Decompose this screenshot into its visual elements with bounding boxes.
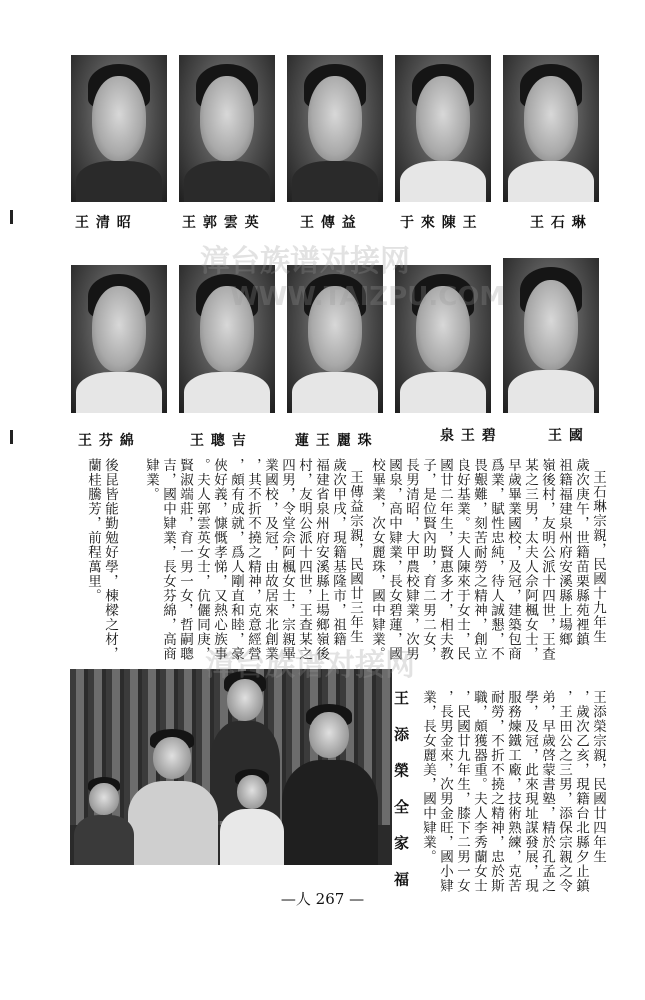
portrait-wang-fenmian <box>71 265 167 413</box>
bio-line: 歲次庚午，世籍苗栗縣苑裡鎮 <box>573 458 589 647</box>
scan-margin-mark <box>10 210 13 224</box>
bio-line: 國泉，高中肄業，長女碧蓮，國 <box>386 458 402 661</box>
bio-line: 爲業，賦性忠純，待人誠懇，不 <box>488 458 504 661</box>
bio-line: 弟，早歲啓蒙書塾，精於孔孟之 <box>539 690 555 893</box>
page-number: —人 267 — <box>280 890 365 908</box>
bio-line: 王傳益宗親，民國廿三年生 <box>347 470 363 644</box>
bio-line: ，長男金來，次男金旺，國小肄 <box>437 690 453 893</box>
bio-line: ，頗有成就，爲人剛直和睦，豪 <box>228 458 244 661</box>
watermark-site-url: WWW.TAIZPU.COM <box>230 282 506 312</box>
portrait-wang-qingzhao <box>71 55 167 202</box>
portrait-wang-bilian <box>395 265 491 413</box>
bio-line: 王石琳宗親，民國十九年生 <box>590 470 606 644</box>
bio-line: 村，友明公派十四世，王查某之 <box>296 458 312 661</box>
caption-wang-chen-laiyu: 于 來 陳 王 <box>400 215 478 231</box>
bio-line: ，民國廿九年生，膝下二男一女 <box>454 690 470 893</box>
bio-line: 蘭桂騰芳，前程萬里。 <box>85 458 101 603</box>
bio-line: 賢淑端莊，育一男一女，哲嗣聰 <box>177 458 193 661</box>
bio-line: 嶺後村，友明公派十四世，王査 <box>539 458 555 661</box>
bio-line: 校畢業，次女麗珠，國中肄業。 <box>369 458 385 661</box>
watermark-site-name: 漳台族谱对接网 <box>200 244 410 279</box>
caption-wang-guo-yunying: 王 郭 雲 英 <box>182 215 260 231</box>
bio-line: 耐勞，不折不撓之精神，忠於斯 <box>488 690 504 893</box>
portrait-wang-guo-yunying <box>179 55 275 202</box>
portrait-wang-congji <box>179 265 275 413</box>
bio-line: 吉，國中肄業，長女芬綿，高商 <box>160 458 176 661</box>
watermark-site-name: 漳台族谱对接网 <box>205 648 415 683</box>
bio-line: 俠好義，慷慨孝悌，又熱心族事 <box>211 458 227 661</box>
portrait-wang-lizhu <box>287 265 383 413</box>
bio-line: 福建省泉州府安溪縣上場鄉嶺後 <box>313 458 329 661</box>
caption-wang-guoquan: 王 國 <box>548 428 584 444</box>
bio-line: 畏艱難，刻苦耐勞之精神，創立 <box>471 458 487 661</box>
caption-wang-shilin: 王 石 琳 <box>530 215 587 231</box>
bio-line: 後昆皆能勤勉好學，棟樑之材， <box>102 458 118 661</box>
bio-line: 肄業。 <box>143 458 159 502</box>
portrait-wang-chuanyi <box>287 55 383 202</box>
bio-line: ，王田公之三男，添保宗親之令 <box>556 690 572 893</box>
portrait-wang-chen-laiyu <box>395 55 491 202</box>
caption-wang-lizhu: 蓮 王 麗 珠 <box>295 433 373 449</box>
bio-line: 子，是位賢內助，育二男二女， <box>420 458 436 661</box>
bio-line: 歲次甲戌，現籍基隆市，祖籍 <box>330 458 346 647</box>
bio-line: 祖籍福建泉州府安溪縣上場鄉 <box>556 458 572 647</box>
bio-line: 職，頗獲器重。夫人李秀蘭女士 <box>471 690 487 893</box>
caption-wang-bilian: 泉 王 碧 <box>440 428 497 444</box>
bio-line: 四男，令堂佘阿楓女士，宗親畢 <box>279 458 295 661</box>
bio-line: 國廿二年生，賢惠多才，相夫教 <box>437 458 453 661</box>
caption-wang-chuanyi: 王 傳 益 <box>300 215 357 231</box>
bio-line: 早歲畢業國校，及冠，建築包商 <box>505 458 521 661</box>
portrait-wang-guoquan <box>503 258 599 413</box>
bio-line: 良好基業。夫人陳來于女士，民 <box>454 458 470 661</box>
bio-line: 學，及冠，此來現址謀發展，現 <box>522 690 538 893</box>
family-photo-wang-tianrong <box>70 669 392 865</box>
family-photo-caption: 王 添 榮 全 家 福 <box>392 690 410 895</box>
portrait-wang-shilin <box>503 55 599 202</box>
bio-line: 長男清昭，大甲農校肄業，次男 <box>403 458 419 661</box>
bio-line: 。夫人郭雲英女士，伉儷同庚， <box>194 458 210 661</box>
caption-wang-fenmian: 王 芬 綿 <box>78 433 135 449</box>
bio-line: ，其不折不撓之精神，克意經營 <box>245 458 261 661</box>
scan-margin-mark <box>10 430 13 444</box>
bio-line: ，歲次乙亥，現籍台北縣夕止鎮 <box>573 690 589 893</box>
caption-wang-qingzhao: 王 清 昭 <box>75 215 132 231</box>
bio-line: 某之三男，太夫人佘阿楓女士， <box>522 458 538 661</box>
bio-line: 業，長女麗美，國中肄業。 <box>420 690 436 864</box>
caption-wang-congji: 王 聰 吉 <box>190 433 247 449</box>
bio-line: 服務煉鐵工廠，技術熟練，克苦 <box>505 690 521 893</box>
bio-line: 王添榮宗親，民國廿四年生 <box>590 690 606 864</box>
bio-line: 業國校，及冠，由故居來北創業 <box>262 458 278 661</box>
